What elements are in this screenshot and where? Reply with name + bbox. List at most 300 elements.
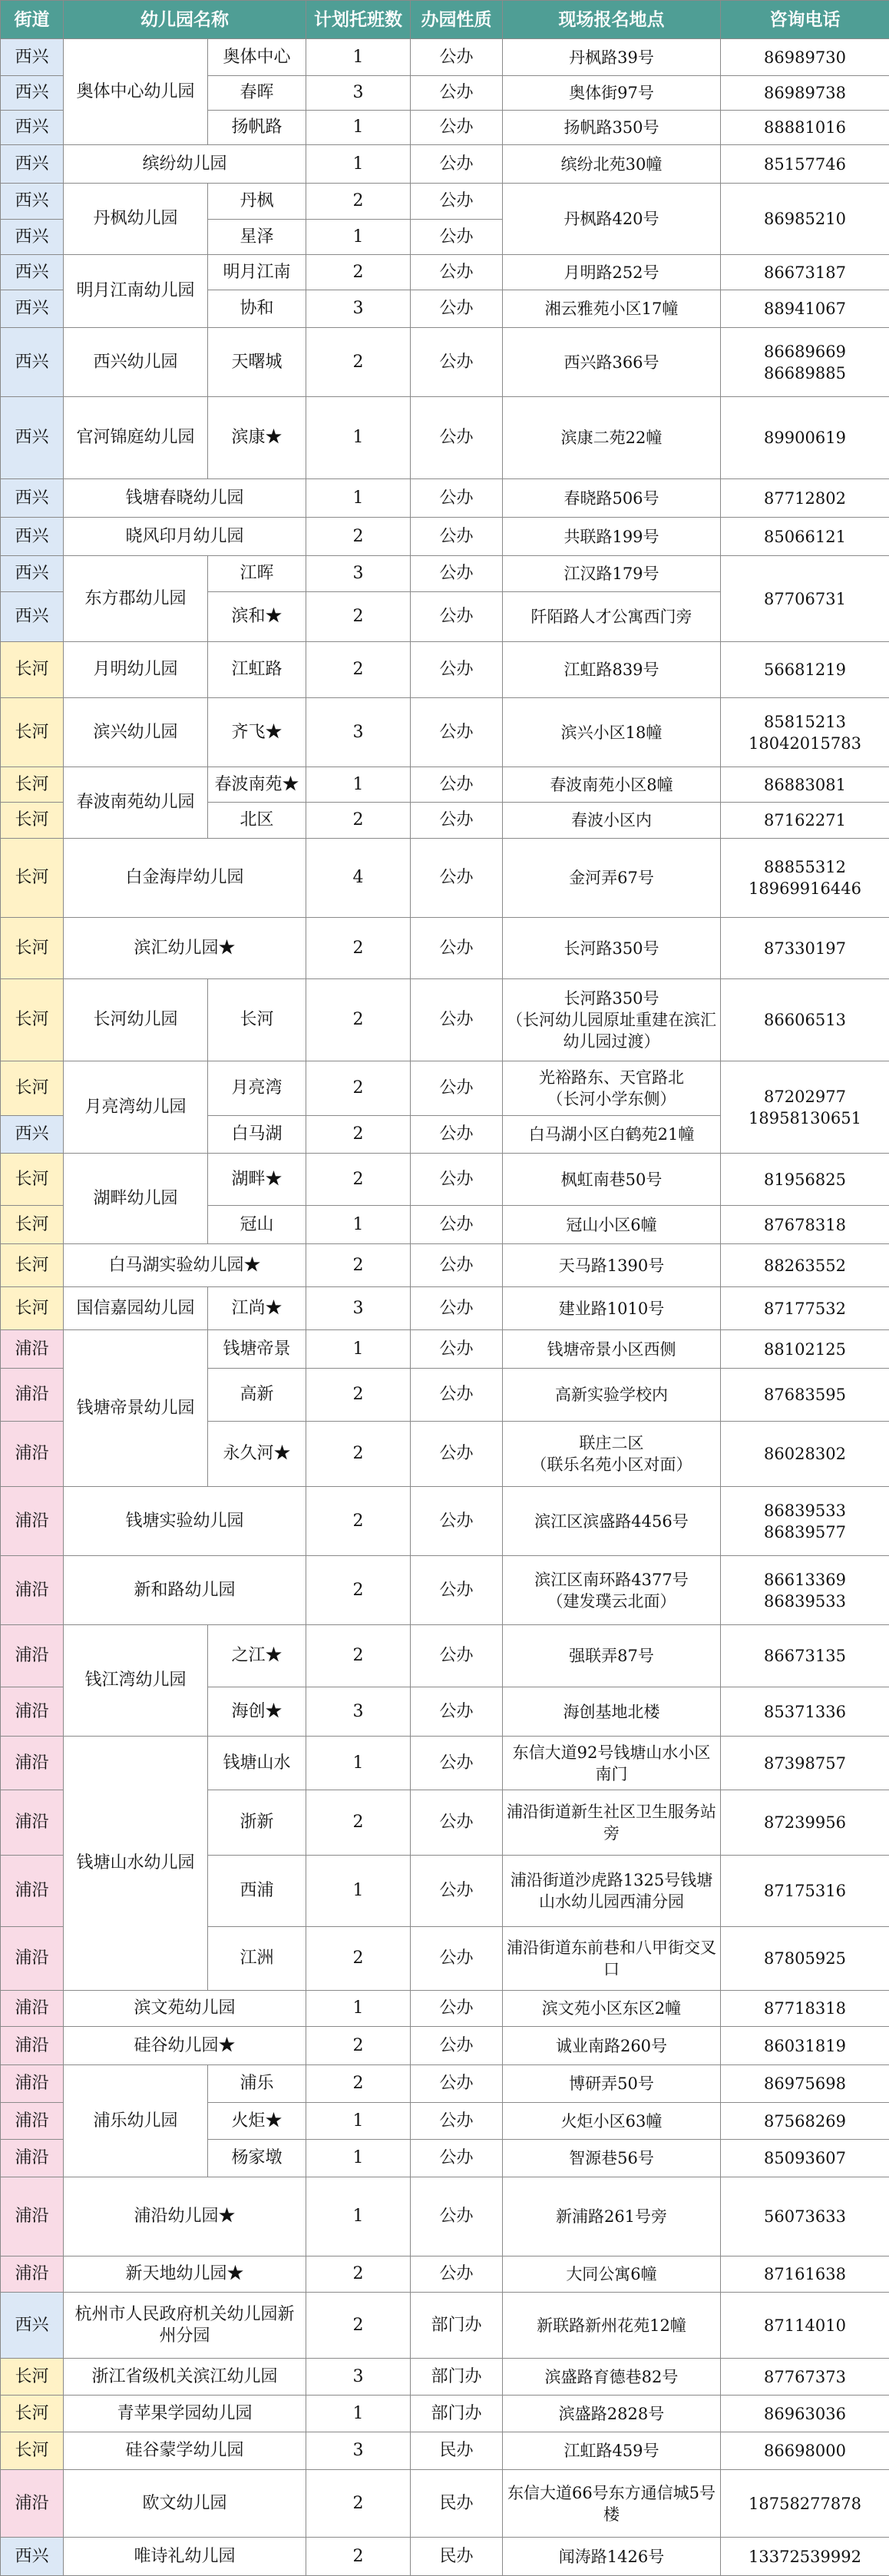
street-cell: 浦沿 bbox=[1, 1737, 64, 1790]
school-type-cell: 公办 bbox=[411, 839, 503, 918]
address-cell: 滨江区南环路4377号 （建发璞云北面） bbox=[503, 1556, 721, 1625]
address-cell: 江虹路459号 bbox=[503, 2432, 721, 2470]
planned-classes-cell: 3 bbox=[306, 76, 411, 111]
phone-cell: 86883081 bbox=[721, 767, 889, 803]
planned-classes-cell: 1 bbox=[306, 767, 411, 803]
school-type-cell: 公办 bbox=[411, 2103, 503, 2140]
address-cell: 新联路新州花苑12幢 bbox=[503, 2293, 721, 2359]
table-row bbox=[1, 328, 889, 397]
address-cell: 浦沿街道沙虎路1325号钱塘山水幼儿园西浦分园 bbox=[503, 1856, 721, 1927]
table-row bbox=[1, 1556, 889, 1625]
street-cell: 浦沿 bbox=[1, 2177, 64, 2256]
address-cell: 大同公寓6幢 bbox=[503, 2256, 721, 2293]
campus-cell: 永久河★ bbox=[208, 1422, 306, 1487]
street-cell: 西兴 bbox=[1, 145, 64, 184]
school-type-cell: 公办 bbox=[411, 76, 503, 111]
kindergarten-name-cell: 浦乐幼儿园 bbox=[64, 2065, 208, 2177]
campus-cell: 高新 bbox=[208, 1369, 306, 1422]
school-type-cell: 公办 bbox=[411, 1330, 503, 1369]
school-type-cell: 公办 bbox=[411, 518, 503, 556]
phone-cell: 85093607 bbox=[721, 2140, 889, 2177]
planned-classes-cell: 2 bbox=[306, 1422, 411, 1487]
table-row bbox=[1, 2065, 889, 2103]
school-type-cell: 公办 bbox=[411, 2256, 503, 2293]
campus-cell: 冠山 bbox=[208, 1206, 306, 1244]
planned-classes-cell: 1 bbox=[306, 479, 411, 518]
school-type-cell: 公办 bbox=[411, 642, 503, 698]
table-row bbox=[1, 642, 889, 698]
address-cell: 春波南苑小区8幢 bbox=[503, 767, 721, 803]
phone-cell: 86839533 86839577 bbox=[721, 1487, 889, 1556]
table-row bbox=[1, 184, 889, 220]
campus-cell: 海创★ bbox=[208, 1687, 306, 1737]
school-type-cell: 公办 bbox=[411, 255, 503, 290]
street-cell: 长河 bbox=[1, 2359, 64, 2396]
school-type-cell: 公办 bbox=[411, 979, 503, 1061]
address-cell: 缤纷北苑30幢 bbox=[503, 145, 721, 184]
phone-cell: 87330197 bbox=[721, 918, 889, 979]
address-cell: 湘云雅苑小区17幢 bbox=[503, 290, 721, 328]
planned-classes-cell: 1 bbox=[306, 39, 411, 76]
street-cell: 浦沿 bbox=[1, 1790, 64, 1856]
table-row bbox=[1, 2256, 889, 2293]
table-row bbox=[1, 2293, 889, 2359]
campus-cell: 钱塘帝景 bbox=[208, 1330, 306, 1369]
address-cell: 西兴路366号 bbox=[503, 328, 721, 397]
street-cell: 西兴 bbox=[1, 2293, 64, 2359]
table-row bbox=[1, 518, 889, 556]
table-row bbox=[1, 2432, 889, 2470]
address-cell: 东信大道92号钱塘山水小区南门 bbox=[503, 1737, 721, 1790]
kindergarten-name-cell: 丹枫幼儿园 bbox=[64, 184, 208, 255]
address-cell: 冠山小区6幢 bbox=[503, 1206, 721, 1244]
phone-cell: 81956825 bbox=[721, 1154, 889, 1206]
address-cell: 长河路350号 bbox=[503, 918, 721, 979]
planned-classes-cell: 1 bbox=[306, 1991, 411, 2027]
header-phone: 咨询电话 bbox=[721, 1, 889, 39]
street-cell: 浦沿 bbox=[1, 1927, 64, 1991]
phone-cell: 13372539992 bbox=[721, 2538, 889, 2576]
table-row bbox=[1, 2396, 889, 2432]
street-cell: 西兴 bbox=[1, 220, 64, 255]
kindergarten-name-cell: 钱塘实验幼儿园 bbox=[64, 1487, 306, 1556]
header-registration-address: 现场报名地点 bbox=[503, 1, 721, 39]
table-row bbox=[1, 39, 889, 76]
kindergarten-name-cell: 钱塘帝景幼儿园 bbox=[64, 1330, 208, 1487]
kindergarten-name-cell: 新和路幼儿园 bbox=[64, 1556, 306, 1625]
planned-classes-cell: 2 bbox=[306, 2027, 411, 2065]
table-row bbox=[1, 2177, 889, 2256]
phone-cell: 87718318 bbox=[721, 1991, 889, 2027]
kindergarten-name-cell: 钱塘春晓幼儿园 bbox=[64, 479, 306, 518]
school-type-cell: 公办 bbox=[411, 1154, 503, 1206]
street-cell: 长河 bbox=[1, 1287, 64, 1330]
street-cell: 浦沿 bbox=[1, 2256, 64, 2293]
street-cell: 长河 bbox=[1, 2432, 64, 2470]
street-cell: 浦沿 bbox=[1, 2470, 64, 2538]
campus-cell: 滨康★ bbox=[208, 397, 306, 479]
table-row bbox=[1, 839, 889, 918]
campus-cell: 浙新 bbox=[208, 1790, 306, 1856]
school-type-cell: 公办 bbox=[411, 2065, 503, 2103]
address-cell: 金河弄67号 bbox=[503, 839, 721, 918]
street-cell: 浦沿 bbox=[1, 2103, 64, 2140]
planned-classes-cell: 2 bbox=[306, 1625, 411, 1687]
campus-cell: 春波南苑★ bbox=[208, 767, 306, 803]
planned-classes-cell: 2 bbox=[306, 1927, 411, 1991]
table-row bbox=[1, 255, 889, 290]
planned-classes-cell: 2 bbox=[306, 1154, 411, 1206]
table-row bbox=[1, 397, 889, 479]
phone-cell: 89900619 bbox=[721, 397, 889, 479]
campus-cell: 江虹路 bbox=[208, 642, 306, 698]
address-cell: 白马湖小区白鹤苑21幢 bbox=[503, 1116, 721, 1154]
address-cell: 滨盛路2828号 bbox=[503, 2396, 721, 2432]
school-type-cell: 公办 bbox=[411, 1422, 503, 1487]
phone-cell: 85066121 bbox=[721, 518, 889, 556]
phone-cell: 88102125 bbox=[721, 1330, 889, 1369]
school-type-cell: 公办 bbox=[411, 918, 503, 979]
campus-cell: 奥体中心 bbox=[208, 39, 306, 76]
kindergarten-name-cell: 西兴幼儿园 bbox=[64, 328, 208, 397]
kindergarten-name-cell: 滨文苑幼儿园 bbox=[64, 1991, 306, 2027]
planned-classes-cell: 2 bbox=[306, 328, 411, 397]
kindergarten-name-cell: 杭州市人民政府机关幼儿园新州分园 bbox=[64, 2293, 306, 2359]
phone-cell: 86975698 bbox=[721, 2065, 889, 2103]
street-cell: 浦沿 bbox=[1, 2140, 64, 2177]
kindergarten-name-cell: 硅谷蒙学幼儿园 bbox=[64, 2432, 306, 2470]
phone-cell: 88855312 18969916446 bbox=[721, 839, 889, 918]
campus-cell: 明月江南 bbox=[208, 255, 306, 290]
school-type-cell: 部门办 bbox=[411, 2396, 503, 2432]
table-row bbox=[1, 698, 889, 767]
kindergarten-name-cell: 晓风印月幼儿园 bbox=[64, 518, 306, 556]
campus-cell: 长河 bbox=[208, 979, 306, 1061]
planned-classes-cell: 1 bbox=[306, 1330, 411, 1369]
kindergarten-name-cell: 奥体中心幼儿园 bbox=[64, 39, 208, 145]
school-type-cell: 公办 bbox=[411, 1061, 503, 1116]
planned-classes-cell: 1 bbox=[306, 145, 411, 184]
planned-classes-cell: 2 bbox=[306, 1116, 411, 1154]
phone-cell: 86031819 bbox=[721, 2027, 889, 2065]
street-cell: 浦沿 bbox=[1, 1687, 64, 1737]
street-cell: 浦沿 bbox=[1, 1991, 64, 2027]
kindergarten-name-cell: 东方郡幼儿园 bbox=[64, 556, 208, 642]
address-cell: 强联弄87号 bbox=[503, 1625, 721, 1687]
school-type-cell: 公办 bbox=[411, 556, 503, 592]
address-cell: 江虹路839号 bbox=[503, 642, 721, 698]
kindergarten-name-cell: 滨兴幼儿园 bbox=[64, 698, 208, 767]
address-cell: 新浦路261号旁 bbox=[503, 2177, 721, 2256]
campus-cell: 月亮湾 bbox=[208, 1061, 306, 1116]
address-cell: 闻涛路1426号 bbox=[503, 2538, 721, 2576]
phone-cell: 87177532 bbox=[721, 1287, 889, 1330]
kindergarten-name-cell: 明月江南幼儿园 bbox=[64, 255, 208, 328]
street-cell: 长河 bbox=[1, 1206, 64, 1244]
campus-cell: 滨和★ bbox=[208, 592, 306, 642]
phone-cell: 88881016 bbox=[721, 111, 889, 145]
address-cell: 高新实验学校内 bbox=[503, 1369, 721, 1422]
phone-cell: 86989738 bbox=[721, 76, 889, 111]
campus-cell: 齐飞★ bbox=[208, 698, 306, 767]
school-type-cell: 公办 bbox=[411, 1369, 503, 1422]
address-cell: 扬帆路350号 bbox=[503, 111, 721, 145]
table-row bbox=[1, 2538, 889, 2576]
phone-cell: 86028302 bbox=[721, 1422, 889, 1487]
kindergarten-name-cell: 月亮湾幼儿园 bbox=[64, 1061, 208, 1154]
kindergarten-name-cell: 滨汇幼儿园★ bbox=[64, 918, 306, 979]
planned-classes-cell: 2 bbox=[306, 2256, 411, 2293]
phone-cell: 87202977 18958130651 bbox=[721, 1061, 889, 1154]
phone-cell: 86963036 bbox=[721, 2396, 889, 2432]
table-row bbox=[1, 2027, 889, 2065]
address-cell: 浦沿街道新生社区卫生服务站旁 bbox=[503, 1790, 721, 1856]
table-row bbox=[1, 1487, 889, 1556]
planned-classes-cell: 2 bbox=[306, 2538, 411, 2576]
street-cell: 西兴 bbox=[1, 39, 64, 76]
address-cell: 枫虹南巷50号 bbox=[503, 1154, 721, 1206]
kindergarten-name-cell: 长河幼儿园 bbox=[64, 979, 208, 1061]
table-row bbox=[1, 1244, 889, 1287]
campus-cell: 江晖 bbox=[208, 556, 306, 592]
planned-classes-cell: 2 bbox=[306, 1487, 411, 1556]
phone-cell: 85157746 bbox=[721, 145, 889, 184]
street-cell: 西兴 bbox=[1, 518, 64, 556]
address-cell: 奥体街97号 bbox=[503, 76, 721, 111]
phone-cell: 86673187 bbox=[721, 255, 889, 290]
campus-cell: 扬帆路 bbox=[208, 111, 306, 145]
phone-cell: 87805925 bbox=[721, 1927, 889, 1991]
street-cell: 西兴 bbox=[1, 184, 64, 220]
street-cell: 长河 bbox=[1, 698, 64, 767]
kindergarten-name-cell: 钱塘山水幼儿园 bbox=[64, 1737, 208, 1991]
kindergarten-name-cell: 缤纷幼儿园 bbox=[64, 145, 306, 184]
address-cell: 共联路199号 bbox=[503, 518, 721, 556]
campus-cell: 钱塘山水 bbox=[208, 1737, 306, 1790]
planned-classes-cell: 3 bbox=[306, 1687, 411, 1737]
school-type-cell: 公办 bbox=[411, 2177, 503, 2256]
street-cell: 长河 bbox=[1, 979, 64, 1061]
school-type-cell: 公办 bbox=[411, 2140, 503, 2177]
street-cell: 西兴 bbox=[1, 397, 64, 479]
school-type-cell: 民办 bbox=[411, 2470, 503, 2538]
address-cell: 博研弄50号 bbox=[503, 2065, 721, 2103]
school-type-cell: 民办 bbox=[411, 2538, 503, 2576]
school-type-cell: 公办 bbox=[411, 1625, 503, 1687]
phone-cell: 86698000 bbox=[721, 2432, 889, 2470]
campus-cell: 江洲 bbox=[208, 1927, 306, 1991]
header-school-type: 办园性质 bbox=[411, 1, 503, 39]
phone-cell: 87114010 bbox=[721, 2293, 889, 2359]
street-cell: 西兴 bbox=[1, 255, 64, 290]
campus-cell: 江尚★ bbox=[208, 1287, 306, 1330]
address-cell: 春晓路506号 bbox=[503, 479, 721, 518]
header-planned-classes: 计划托班数 bbox=[306, 1, 411, 39]
kindergarten-name-cell: 硅谷幼儿园★ bbox=[64, 2027, 306, 2065]
planned-classes-cell: 3 bbox=[306, 1287, 411, 1330]
campus-cell: 浦乐 bbox=[208, 2065, 306, 2103]
address-cell: 滨江区滨盛路4456号 bbox=[503, 1487, 721, 1556]
address-cell: 滨文苑小区东区2幢 bbox=[503, 1991, 721, 2027]
address-cell: 滨康二苑22幢 bbox=[503, 397, 721, 479]
school-type-cell: 部门办 bbox=[411, 2359, 503, 2396]
table-row bbox=[1, 1287, 889, 1330]
campus-cell: 杨家墩 bbox=[208, 2140, 306, 2177]
street-cell: 西兴 bbox=[1, 111, 64, 145]
address-cell: 月明路252号 bbox=[503, 255, 721, 290]
address-cell: 诚业南路260号 bbox=[503, 2027, 721, 2065]
street-cell: 西兴 bbox=[1, 2538, 64, 2576]
header-kindergarten-name: 幼儿园名称 bbox=[64, 1, 306, 39]
address-cell: 建业路1010号 bbox=[503, 1287, 721, 1330]
school-type-cell: 公办 bbox=[411, 397, 503, 479]
street-cell: 浦沿 bbox=[1, 1422, 64, 1487]
address-cell: 东信大道66号东方通信城5号楼 bbox=[503, 2470, 721, 2538]
table-row bbox=[1, 1330, 889, 1369]
table-row bbox=[1, 145, 889, 184]
street-cell: 长河 bbox=[1, 839, 64, 918]
planned-classes-cell: 2 bbox=[306, 1061, 411, 1116]
planned-classes-cell: 1 bbox=[306, 2177, 411, 2256]
kindergarten-name-cell: 白金海岸幼儿园 bbox=[64, 839, 306, 918]
table-row bbox=[1, 479, 889, 518]
address-cell: 阡陌路人才公寓西门旁 bbox=[503, 592, 721, 642]
campus-cell: 白马湖 bbox=[208, 1116, 306, 1154]
street-cell: 浦沿 bbox=[1, 2065, 64, 2103]
kindergarten-name-cell: 钱江湾幼儿园 bbox=[64, 1625, 208, 1737]
planned-classes-cell: 2 bbox=[306, 918, 411, 979]
planned-classes-cell: 2 bbox=[306, 979, 411, 1061]
kindergarten-name-cell: 浙江省级机关滨江幼儿园 bbox=[64, 2359, 306, 2396]
address-cell: 火炬小区63幢 bbox=[503, 2103, 721, 2140]
school-type-cell: 公办 bbox=[411, 1991, 503, 2027]
planned-classes-cell: 2 bbox=[306, 518, 411, 556]
campus-cell: 火炬★ bbox=[208, 2103, 306, 2140]
planned-classes-cell: 3 bbox=[306, 698, 411, 767]
street-cell: 西兴 bbox=[1, 290, 64, 328]
planned-classes-cell: 1 bbox=[306, 2103, 411, 2140]
phone-cell: 87175316 bbox=[721, 1856, 889, 1927]
school-type-cell: 公办 bbox=[411, 1737, 503, 1790]
street-cell: 长河 bbox=[1, 767, 64, 803]
street-cell: 浦沿 bbox=[1, 2027, 64, 2065]
school-type-cell: 公办 bbox=[411, 1790, 503, 1856]
table-row bbox=[1, 556, 889, 592]
address-cell: 滨兴小区18幢 bbox=[503, 698, 721, 767]
campus-cell: 春晖 bbox=[208, 76, 306, 111]
school-type-cell: 公办 bbox=[411, 592, 503, 642]
school-type-cell: 公办 bbox=[411, 39, 503, 76]
planned-classes-cell: 2 bbox=[306, 1369, 411, 1422]
planned-classes-cell: 2 bbox=[306, 2293, 411, 2359]
table-row bbox=[1, 1737, 889, 1790]
address-cell: 丹枫路39号 bbox=[503, 39, 721, 76]
school-type-cell: 民办 bbox=[411, 2432, 503, 2470]
planned-classes-cell: 1 bbox=[306, 111, 411, 145]
phone-cell: 87678318 bbox=[721, 1206, 889, 1244]
school-type-cell: 公办 bbox=[411, 220, 503, 255]
kindergarten-name-cell: 湖畔幼儿园 bbox=[64, 1154, 208, 1244]
address-cell: 联庄二区 （联乐名苑小区对面） bbox=[503, 1422, 721, 1487]
school-type-cell: 公办 bbox=[411, 1206, 503, 1244]
school-type-cell: 公办 bbox=[411, 1856, 503, 1927]
street-cell: 长河 bbox=[1, 918, 64, 979]
planned-classes-cell: 2 bbox=[306, 1790, 411, 1856]
table-body bbox=[1, 39, 889, 2576]
street-cell: 西兴 bbox=[1, 592, 64, 642]
campus-cell: 天曙城 bbox=[208, 328, 306, 397]
phone-cell: 87398757 bbox=[721, 1737, 889, 1790]
kindergarten-name-cell: 青苹果学园幼儿园 bbox=[64, 2396, 306, 2432]
school-type-cell: 公办 bbox=[411, 1556, 503, 1625]
table-row bbox=[1, 1154, 889, 1206]
address-cell: 江汉路179号 bbox=[503, 556, 721, 592]
address-cell: 海创基地北楼 bbox=[503, 1687, 721, 1737]
kindergarten-name-cell: 春波南苑幼儿园 bbox=[64, 767, 208, 839]
phone-cell: 85371336 bbox=[721, 1687, 889, 1737]
campus-cell: 西浦 bbox=[208, 1856, 306, 1927]
campus-cell: 丹枫 bbox=[208, 184, 306, 220]
address-cell: 光裕路东、天官路北 （长河小学东侧） bbox=[503, 1061, 721, 1116]
planned-classes-cell: 3 bbox=[306, 290, 411, 328]
table-row bbox=[1, 2359, 889, 2396]
street-cell: 长河 bbox=[1, 642, 64, 698]
campus-cell: 协和 bbox=[208, 290, 306, 328]
phone-cell: 85815213 18042015783 bbox=[721, 698, 889, 767]
phone-cell: 56073633 bbox=[721, 2177, 889, 2256]
kindergarten-name-cell: 新天地幼儿园★ bbox=[64, 2256, 306, 2293]
street-cell: 浦沿 bbox=[1, 1625, 64, 1687]
planned-classes-cell: 2 bbox=[306, 2065, 411, 2103]
planned-classes-cell: 4 bbox=[306, 839, 411, 918]
kindergarten-name-cell: 官河锦庭幼儿园 bbox=[64, 397, 208, 479]
street-cell: 浦沿 bbox=[1, 1369, 64, 1422]
school-type-cell: 公办 bbox=[411, 1927, 503, 1991]
school-type-cell: 公办 bbox=[411, 328, 503, 397]
phone-cell: 86689669 86689885 bbox=[721, 328, 889, 397]
school-type-cell: 公办 bbox=[411, 1244, 503, 1287]
street-cell: 长河 bbox=[1, 1154, 64, 1206]
kindergarten-name-cell: 浦沿幼儿园★ bbox=[64, 2177, 306, 2256]
planned-classes-cell: 1 bbox=[306, 2396, 411, 2432]
address-cell: 长河路350号 （长河幼儿园原址重建在滨汇幼儿园过渡） bbox=[503, 979, 721, 1061]
kindergarten-name-cell: 月明幼儿园 bbox=[64, 642, 208, 698]
address-cell: 浦沿街道东前巷和八甲街交叉口 bbox=[503, 1927, 721, 1991]
phone-cell: 86989730 bbox=[721, 39, 889, 76]
school-type-cell: 公办 bbox=[411, 145, 503, 184]
street-cell: 浦沿 bbox=[1, 1330, 64, 1369]
phone-cell: 88941067 bbox=[721, 290, 889, 328]
school-type-cell: 部门办 bbox=[411, 2293, 503, 2359]
phone-cell: 87767373 bbox=[721, 2359, 889, 2396]
street-cell: 长河 bbox=[1, 1061, 64, 1116]
street-cell: 浦沿 bbox=[1, 1556, 64, 1625]
phone-cell: 86606513 bbox=[721, 979, 889, 1061]
planned-classes-cell: 2 bbox=[306, 184, 411, 220]
phone-cell: 56681219 bbox=[721, 642, 889, 698]
kindergarten-name-cell: 国信嘉园幼儿园 bbox=[64, 1287, 208, 1330]
phone-cell: 86673135 bbox=[721, 1625, 889, 1687]
phone-cell: 18758277878 bbox=[721, 2470, 889, 2538]
street-cell: 西兴 bbox=[1, 556, 64, 592]
planned-classes-cell: 1 bbox=[306, 1737, 411, 1790]
phone-cell: 87161638 bbox=[721, 2256, 889, 2293]
school-type-cell: 公办 bbox=[411, 1687, 503, 1737]
planned-classes-cell: 3 bbox=[306, 2432, 411, 2470]
table-row bbox=[1, 767, 889, 803]
school-type-cell: 公办 bbox=[411, 1287, 503, 1330]
school-type-cell: 公办 bbox=[411, 767, 503, 803]
